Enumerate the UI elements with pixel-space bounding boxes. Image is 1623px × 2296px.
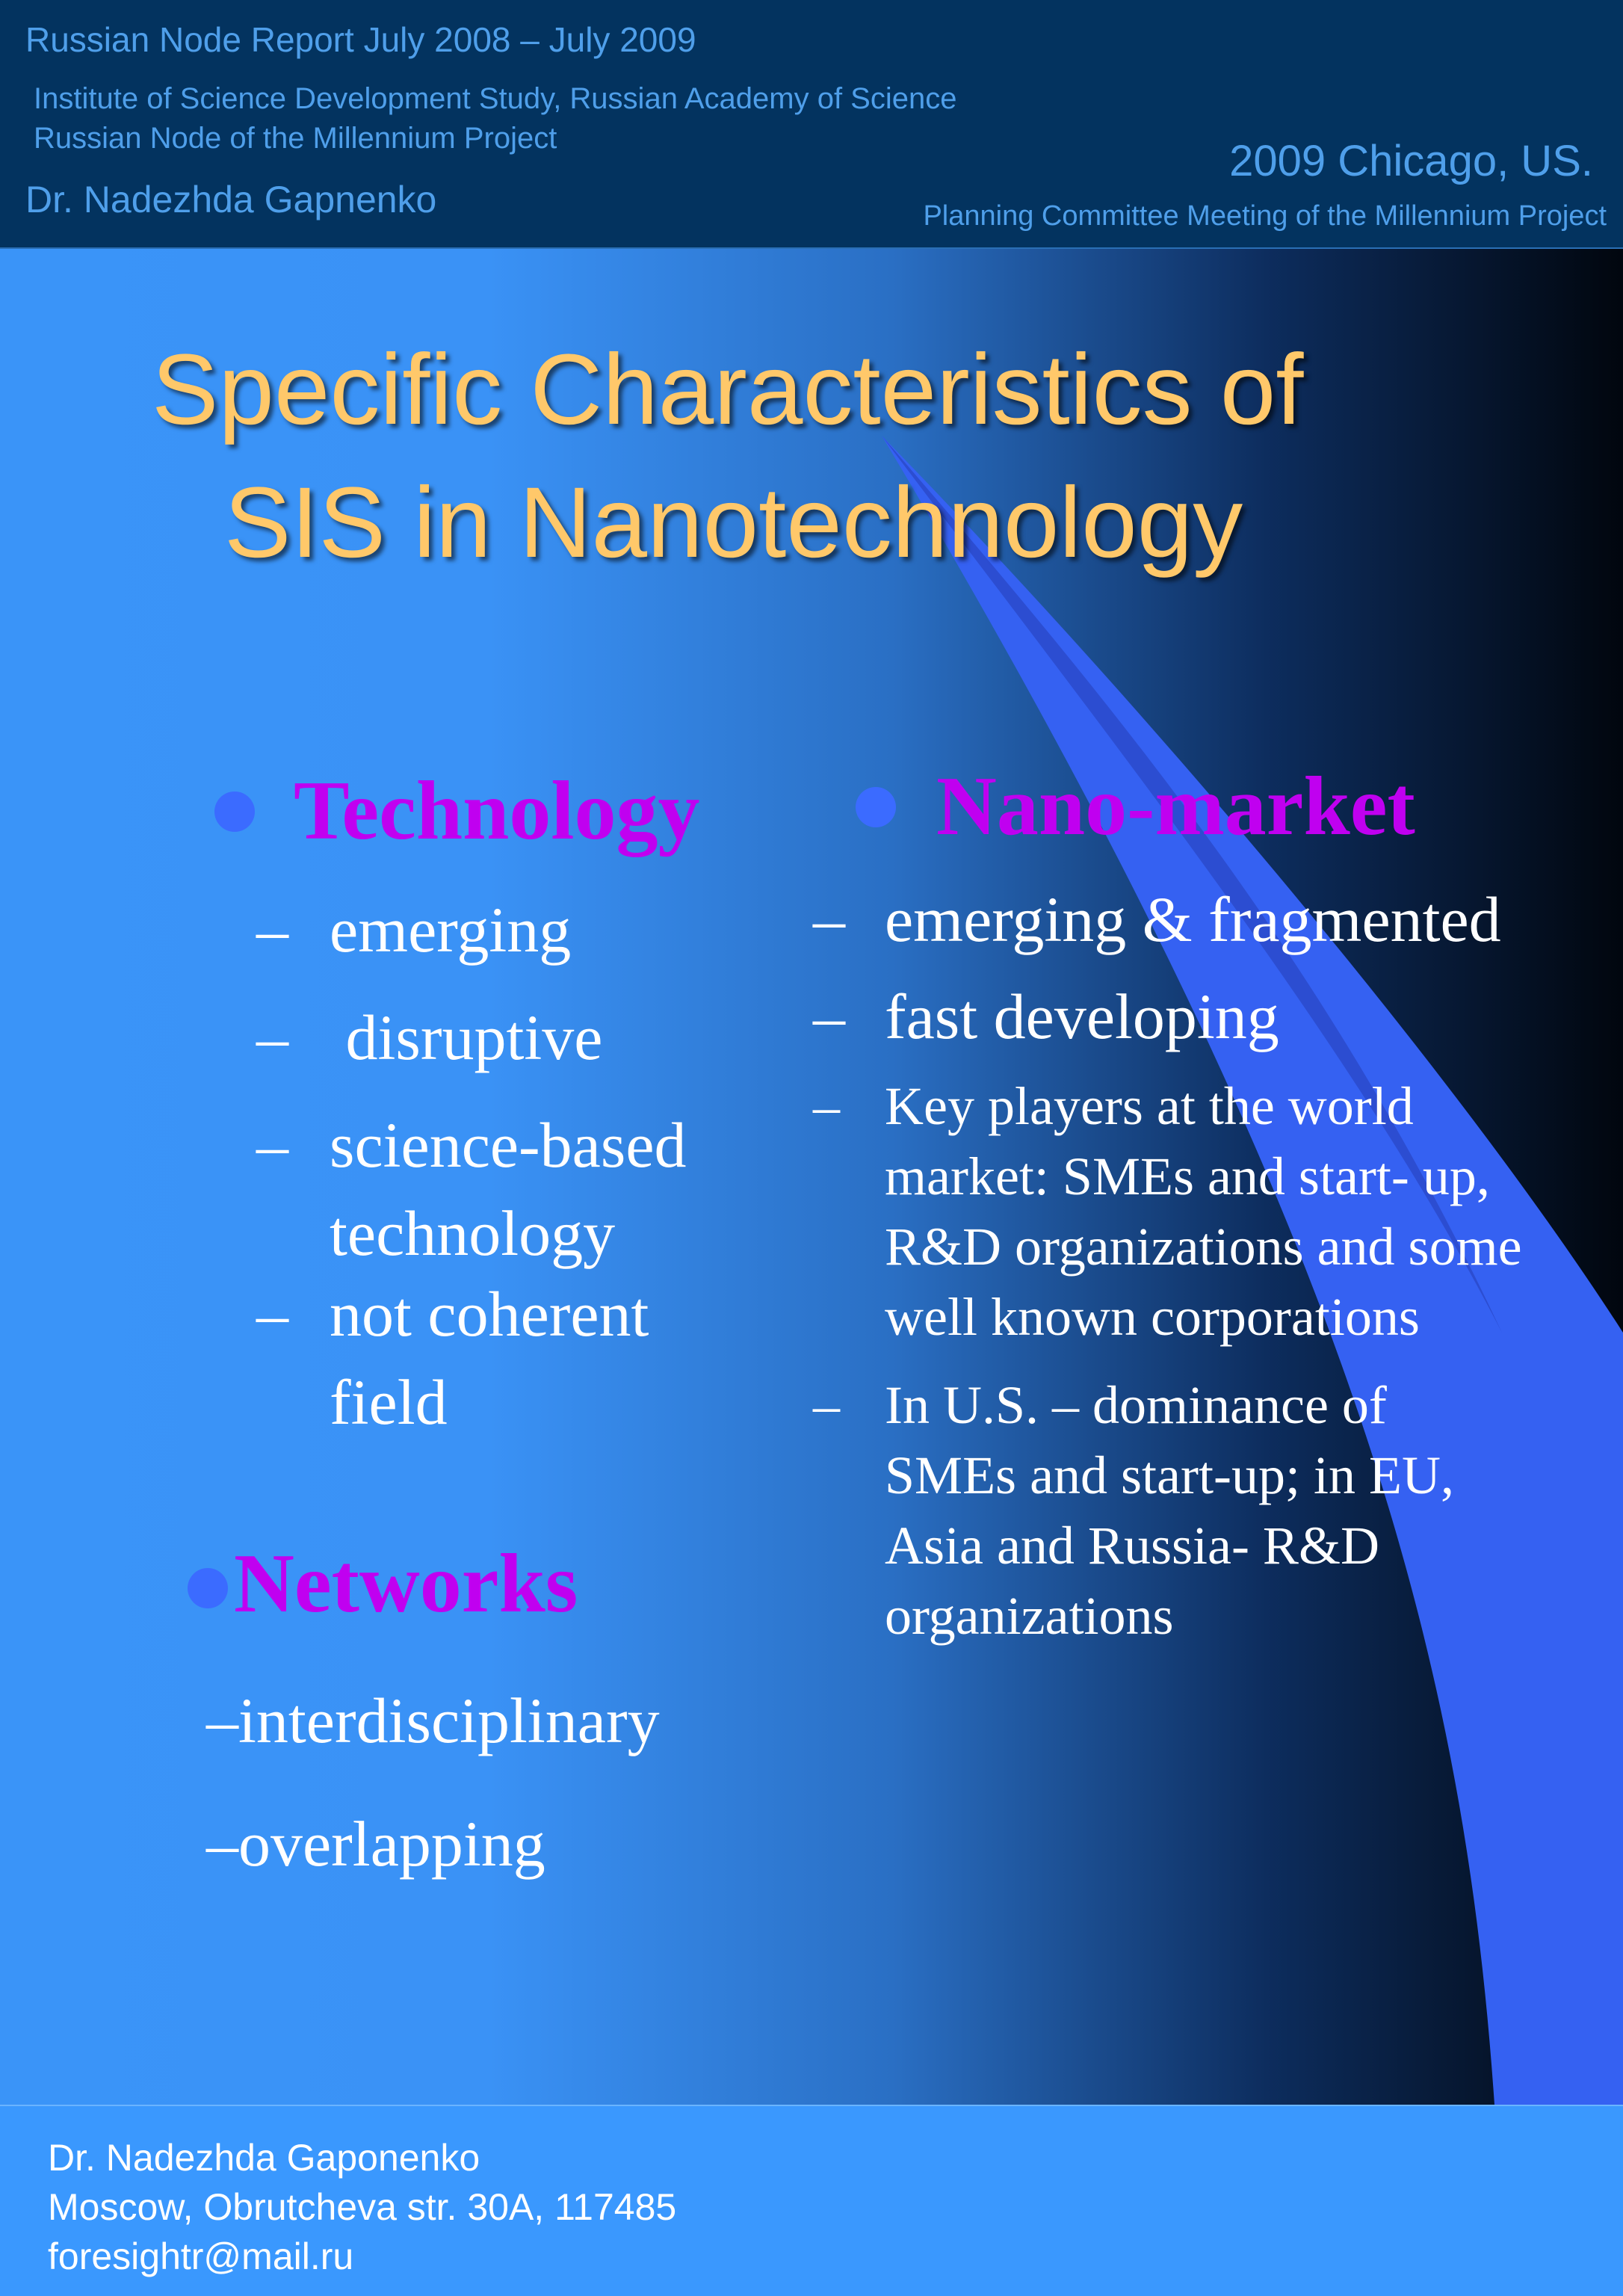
networks-heading: Networks [234,1537,578,1630]
node-name: Russian Node of the Millennium Project [34,122,557,155]
title-line-2: SIS in Nanotechnology [224,467,1243,578]
slide-body: Specific Characteristics of SIS in Nanotechnology Technology – emerging – disruptive – science-based technology – not coherent field Networks –interdisciplinary –overlapping Nano-market – emerging & fragmented – fast developing – Key players at the world market: SMEs and start- up, R&D organizations and some well known corporations – In U.S. – dominance of SMEs and start-up; in EU, Asia and Russia- R&D organizations [0,249,1623,2105]
meeting-location: 2009 Chicago, US. [1229,137,1593,185]
meeting-name: Planning Committee Meeting of the Millennium Project [923,200,1607,232]
nano-market-heading: Nano-market [936,760,1415,853]
institute-name: Institute of Science Development Study, Russian Academy of Science [34,82,957,115]
footer-address: Moscow, Obrutcheva str. 30A, 117485 [48,2186,677,2228]
report-title: Russian Node Report July 2008 – July 2009 [25,20,696,59]
footer-name: Dr. Nadezhda Gaponenko [48,2137,480,2179]
title-line-1: Specific Characteristics of [152,334,1304,445]
footer-email: foresightr@mail.ru [48,2235,354,2277]
slide-header [0,0,1623,249]
bullet-icon [188,1568,228,1608]
header-author: Dr. Nadezhda Gapnenko [25,179,437,220]
bullet-icon [856,787,896,827]
slide-footer [0,2105,1623,2296]
technology-heading: Technology [294,765,700,857]
bullet-icon [214,791,255,832]
